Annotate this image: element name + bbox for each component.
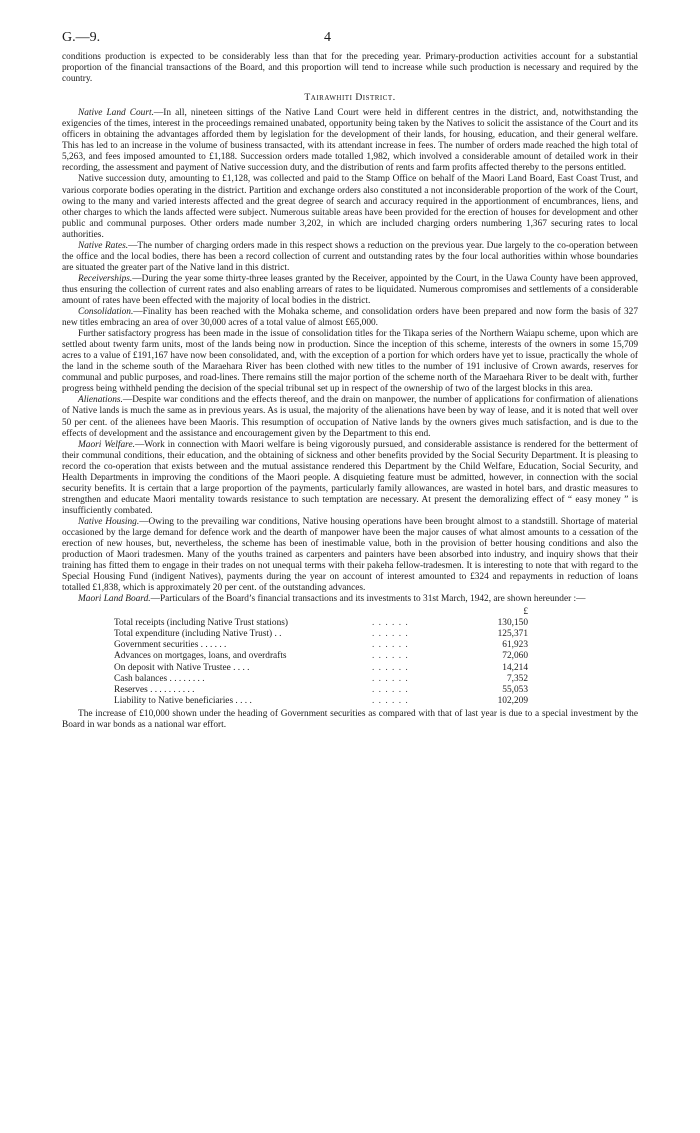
paragraph-native-rates: Native Rates.—The number of charging orders made in this respect shows a reduction on the previous year. Due largely to the co-operation between the office and the local bodies, there has been a record collection of current and outstanding rates by the four local authorities within whose boundaries are situated the greater part of the Native land in this district. [62,240,638,273]
table-row [114,685,528,696]
row-amount: 130,150 [497,618,528,629]
financial-table [114,607,528,706]
row-amount: 7,352 [506,673,528,684]
currency-row [114,607,528,618]
leader-dots: . . . . . . [372,673,409,684]
paragraph-alienations: Alienations.—Despite war conditions and the effects thereof, and the drain on manpower, the number of applications for confirmation of alienations of Native lands is much the same as in previous years. As is usual, the majority of the alienations have been by way of lease, and it is noted that well over 50 per cent. of the alienees have been Maoris. This resumption of occupation of Native lands by the owners gives much satisfaction, and is due to the effects of development and the assistance and encouragement given by the Department to this end. [62,395,638,439]
row-label: Cash balances . . . . . . . . [114,673,205,684]
row-amount: 14,214 [502,662,528,673]
section-lead: Native Land Court. [78,108,154,119]
paragraph-maori-land-board: Maori Land Board.—Particulars of the Board’s financial transactions and its investments to 31st March, 1942, are shown hereunder :— [78,594,586,605]
row-amount: 61,923 [502,640,528,651]
district-heading: Tairawhiti District. [304,92,396,104]
section-lead: Native Rates. [78,240,129,251]
currency-symbol: £ [523,607,528,618]
table-row [114,696,528,707]
section-lead: Receiverships. [78,273,133,284]
paragraph-native-housing: Native Housing.—Owing to the prevailing war conditions, Native housing operations have been brought almost to a standstill. Shortage of material occasioned by the large demand for defence work and the dearth of manpower have been the major causes of what almost amounts to a cessation of the erection of new houses, but, nevertheless, the scheme has been of inestimable value, both in the provision of better housing conditions and also the production of Maori tradesmen. Many of the youths trained as carpenters and painters have been absorbed into industry, and inquiry shows that their training has fitted them to engage in their trades on not unequal terms with their pakeha fellow-tradesmen. It is interesting to note that with regard to the Special Housing Fund (indigent Natives), payments during the year on account of interest amounted to £324 and repayments in reduction of loans totalled £1,838, which is approximately 20 per cent. of the outstanding advances. [62,516,638,594]
paragraph-maori-welfare: Maori Welfare.—Work in connection with Maori welfare is being vigorously pursued, and considerable assistance is rendered for the betterment of their communal conditions, their education, and the obtaining of sickness and other benefits provided by the Social Security Department. It is pleasing to record the co-operation that exists between and the mutual assistance rendered this Department by the Child Welfare, Education, Social Security, and Health Departments in improving the conditions of the Maori people. A disquieting feature must be admitted, however, in connection with the social security benefits. It is certain that a large proportion of the payments, particularly family allowances, are wasted in hotel bars, and drastic measures to strengthen and educate Maori mentality towards resistance to such temptation are necessary. At present the demoralizing effect of “ easy money ” is insufficiently combated. [62,439,638,516]
page-number: 4 [324,30,331,45]
paragraph-consolidation: Consolidation.—Finality has been reached with the Mohaka scheme, and consolidation orders have been prepared and now form the basis of 327 new titles embracing an area of over 30,000 acres of a total value of almost £65,000. [62,307,638,329]
section-lead: Consolidation. [78,307,134,318]
table-row [114,674,528,685]
intro-paragraph: conditions production is expected to be considerably less than that for the preceding year. Primary-production activities account for a substantial proportion of the financial transactions of the Board, and this proportion will tend to increase while such production is necessary and required by the country. [62,52,638,85]
table-row [114,651,528,662]
paragraph-succession-duty: Native succession duty, amounting to £1,128, was collected and paid to the Stamp Office on behalf of the Maori Land Board, East Coast Trust, and various corporate bodies operating in the district. Partition and exchange orders also constituted a not inconsiderable proportion of the work of the Court, owing to the many and varied interests affected and the great degree of search and accuracy required in the apportionment of encumbrances, liens, and other charges to which the lands affected were subject. Numerous suitable areas have been provided for the erection of houses for development and other public and communal purposes. Other orders made number 3,202, in which are included charging orders numbering 1,367 securing rates to local authorities. [62,174,638,240]
row-label: On deposit with Native Trustee . . . . [114,662,250,673]
section-lead: Alienations. [78,395,123,406]
row-label: Liability to Native beneficiaries . . . . [114,695,252,706]
row-label: Total receipts (including Native Trust stations) [114,618,288,629]
leader-dots: . . . . . . [372,640,409,651]
leader-dots: . . . . . . [372,684,409,695]
table-row [114,618,528,629]
row-label: Total expenditure (including Native Trust) . . [114,629,282,640]
section-lead: Maori Land Board. [78,594,151,605]
paragraph-native-land-court: Native Land Court.—In all, nineteen sittings of the Native Land Court were held in different centres in the district, and, notwithstanding the exigencies of the times, interest in the proceedings remained unabated, opportunity being taken by the Natives to solicit the assistance of the Court and its officers in obtaining the advantages afforded them by legislation for the development of their lands, for housing, education, and their general welfare. This has led to an increase in the volume of business transacted, with its attendant increase in fees. The number of orders made reached the high total of 5,263, and fees imposed amounted to £1,188. Succession orders made totalled 1,982, which involved a considerable amount of detailed work in their recording, the assessment and payment of Native succession duty, and the distribution of rents and farm profits affected thereby to the persons entitled. [62,108,638,174]
row-amount: 55,053 [502,684,528,695]
row-label: Advances on mortgages, loans, and overdrafts [114,651,287,662]
page-header [62,30,638,52]
row-label: Reserves . . . . . . . . . . [114,684,195,695]
paragraph-receiverships: Receiverships.—During the year some thirty-three leases granted by the Receiver, appointed by the Court, in the Uawa County have been approved, thus ensuring the collection of current rates and also enabling arrears of rates to be liquidated. Numerous compromises and settlements of a considerable amount of rates have been effected with the majority of local bodies in the district. [62,273,638,306]
leader-dots: . . . . . . [372,651,409,662]
row-amount: 72,060 [502,651,528,662]
section-lead: Maori Welfare. [78,439,135,450]
table-row [114,663,528,674]
leader-dots: . . . . . . [372,618,409,629]
leader-dots: . . . . . . [372,629,409,640]
closing-paragraph: The increase of £10,000 shown under the heading of Government securities as compared with that of last year is due to a special investment by the Board in war bonds as a national war effort. [62,708,638,730]
row-label: Government securities . . . . . . [114,640,227,651]
paragraph-consolidation-progress: Further satisfactory progress has been made in the issue of consolidation titles for the Tikapa series of the Northern Waiapu scheme, upon which are settled about twenty farm units, most of the lands being now in production. Since the inception of this scheme, interests of the owners in some 15,709 acres to a value of £191,167 have now been consolidated, and, with the exception of a portion for which orders have yet to issue, practically the whole of the land in the scheme south of the Maraehara River has been clothed with new titles to the number of 191 inclusive of Crown awards, reserves for communal and public purposes, and road-lines. There remains still the major portion of the scheme north of the Maraehara River to be dealt with, further progress being withheld pending the decision of the special tribunal set up in respect of the ownership of two of the largest blocks in this area. [62,329,638,395]
row-amount: 102,209 [497,695,528,706]
table-row [114,629,528,640]
body-text [62,52,638,731]
table-row [114,640,528,651]
document-reference: G.—9. [62,30,101,45]
leader-dots: . . . . . . [372,695,409,706]
leader-dots: . . . . . . [372,662,409,673]
row-amount: 125,371 [497,629,528,640]
section-lead: Native Housing. [78,516,140,527]
